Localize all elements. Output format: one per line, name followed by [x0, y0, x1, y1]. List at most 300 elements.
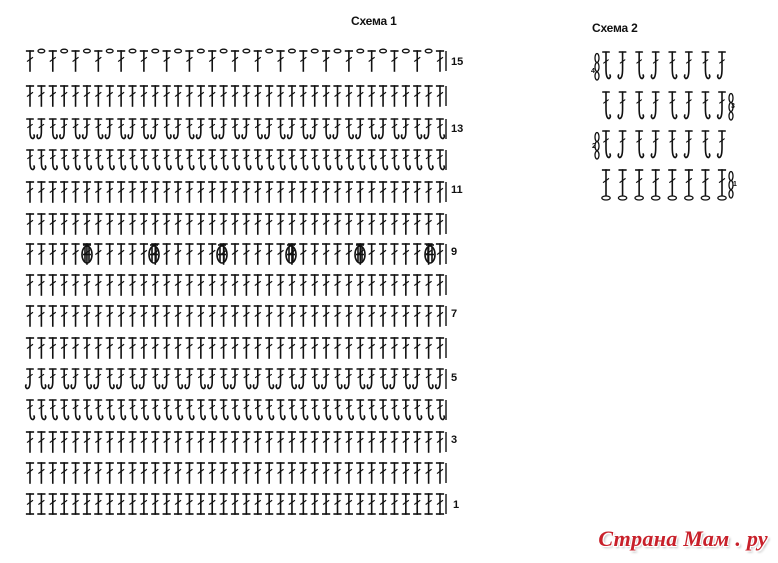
dc-stitch	[300, 86, 307, 106]
scheme2-row-label-2: 2	[592, 143, 596, 150]
post-stitch	[141, 119, 149, 139]
post-stitch	[356, 119, 364, 139]
post-stitch	[61, 150, 69, 170]
post-stitch	[107, 369, 115, 389]
dc-stitch	[403, 494, 410, 514]
dc-stitch	[368, 432, 375, 452]
post-stitch	[243, 400, 251, 420]
dc-stitch	[311, 275, 318, 295]
dc-stitch	[118, 214, 125, 234]
post-stitch	[437, 400, 445, 420]
dc-stitch	[232, 214, 239, 234]
dc-stitch	[266, 463, 273, 483]
dc-stitch	[220, 86, 227, 106]
post-stitch	[27, 400, 35, 420]
dc-stitch	[84, 275, 91, 295]
dc-stitch	[49, 463, 56, 483]
post-stitch	[277, 400, 285, 420]
post-stitch	[669, 131, 677, 158]
dc-stitch	[49, 86, 56, 106]
dc-stitch	[243, 275, 250, 295]
dc-stitch	[289, 494, 296, 514]
dc-stitch	[61, 306, 68, 326]
post-stitch	[414, 119, 422, 139]
dc-stitch	[300, 432, 307, 452]
scheme-2-row-labels	[591, 68, 737, 188]
dc-stitch	[220, 182, 227, 202]
dc-stitch	[391, 306, 398, 326]
dc-stitch	[152, 214, 159, 234]
dc-stitch	[686, 170, 693, 195]
post-stitch	[312, 369, 320, 389]
post-stitch	[368, 400, 376, 420]
dc-stitch	[198, 306, 205, 326]
dc-stitch	[702, 170, 709, 195]
dc-stitch	[277, 182, 284, 202]
row-label-13: 13	[451, 123, 464, 135]
dc-stitch	[391, 494, 398, 514]
post-stitch	[380, 369, 388, 389]
dc-stitch	[243, 214, 250, 234]
dc-stitch	[403, 86, 410, 106]
post-stitch	[618, 52, 626, 79]
post-stitch	[437, 150, 445, 170]
dc-stitch	[254, 214, 261, 234]
dc-stitch	[266, 494, 273, 514]
dc-stitch	[61, 338, 68, 358]
dc-stitch	[368, 244, 375, 264]
dc-stitch	[95, 182, 102, 202]
dc-stitch	[61, 494, 68, 514]
dc-stitch	[391, 463, 398, 483]
dc-stitch	[425, 306, 432, 326]
dc-stitch	[323, 275, 330, 295]
dc-stitch	[277, 86, 284, 106]
dc-stitch	[380, 86, 387, 106]
dc-stitch	[403, 432, 410, 452]
dc-stitch	[38, 182, 45, 202]
dc-stitch	[254, 463, 261, 483]
post-stitch	[651, 131, 659, 158]
post-stitch	[118, 400, 126, 420]
dc-stitch	[141, 244, 148, 264]
dc-stitch	[38, 244, 45, 264]
dc-stitch	[106, 244, 113, 264]
dc-stitch	[300, 214, 307, 234]
dc-stitch	[209, 463, 216, 483]
dc-stitch	[311, 432, 318, 452]
row-label-9: 9	[451, 246, 458, 258]
post-stitch	[379, 119, 387, 139]
dc-stitch	[334, 86, 341, 106]
dc-stitch	[163, 494, 170, 514]
dc-stitch	[346, 182, 353, 202]
dc-stitch	[300, 51, 307, 71]
post-stitch	[685, 52, 693, 79]
dc-stitch	[61, 244, 68, 264]
post-stitch	[128, 119, 136, 139]
dc-stitch	[61, 182, 68, 202]
post-stitch	[702, 131, 710, 158]
scheme1-row-11	[27, 182, 444, 202]
post-stitch	[425, 150, 433, 170]
post-stitch	[289, 400, 297, 420]
dc-stitch	[198, 244, 205, 264]
dc-stitch	[175, 463, 182, 483]
dc-stitch	[437, 432, 444, 452]
dc-stitch	[414, 51, 421, 71]
post-stitch	[163, 400, 171, 420]
dc-stitch	[72, 86, 79, 106]
dc-stitch	[277, 338, 284, 358]
post-stitch	[391, 150, 399, 170]
post-stitch	[346, 400, 354, 420]
dc-stitch	[414, 338, 421, 358]
post-stitch	[231, 369, 239, 389]
dc-stitch	[346, 306, 353, 326]
post-stitch	[196, 119, 204, 139]
dc-stitch	[198, 275, 205, 295]
post-stitch	[72, 400, 80, 420]
dc-stitch	[323, 306, 330, 326]
chain-stitch	[718, 196, 726, 200]
post-stitch	[266, 400, 274, 420]
dc-stitch	[209, 86, 216, 106]
row-label-1: 1	[453, 499, 460, 511]
post-stitch	[141, 400, 149, 420]
dc-stitch	[323, 182, 330, 202]
post-stitch	[288, 119, 296, 139]
dc-stitch	[152, 86, 159, 106]
dc-stitch	[163, 463, 170, 483]
dc-stitch	[334, 182, 341, 202]
post-stitch	[368, 150, 376, 170]
dc-stitch	[27, 463, 34, 483]
post-stitch	[50, 400, 58, 420]
post-stitch	[48, 369, 56, 389]
post-stitch	[242, 119, 250, 139]
dc-stitch	[300, 494, 307, 514]
chain-stitch	[289, 49, 296, 53]
post-stitch	[243, 369, 251, 389]
dc-stitch	[243, 432, 250, 452]
row-label-15: 15	[451, 56, 464, 68]
dc-stitch	[323, 214, 330, 234]
dc-stitch	[323, 51, 330, 71]
dc-stitch	[403, 182, 410, 202]
post-stitch	[718, 92, 726, 119]
dc-stitch	[437, 494, 444, 514]
post-stitch	[151, 119, 159, 139]
dc-stitch	[186, 86, 193, 106]
post-stitch	[391, 119, 399, 139]
post-stitch	[27, 119, 35, 139]
post-stitch	[198, 400, 206, 420]
dc-stitch	[186, 494, 193, 514]
dc-stitch	[311, 494, 318, 514]
post-stitch	[425, 369, 433, 389]
dc-stitch	[266, 182, 273, 202]
dc-stitch	[437, 86, 444, 106]
dc-stitch	[141, 214, 148, 234]
post-stitch	[718, 52, 726, 79]
post-stitch	[243, 150, 251, 170]
dc-stitch	[106, 494, 113, 514]
dc-stitch	[380, 306, 387, 326]
dc-stitch	[254, 494, 261, 514]
post-stitch	[95, 119, 103, 139]
dc-stitch	[129, 494, 136, 514]
post-stitch	[209, 119, 217, 139]
scheme2-row-1	[602, 170, 733, 200]
post-stitch	[72, 119, 80, 139]
post-stitch	[84, 400, 92, 420]
dc-stitch	[334, 494, 341, 514]
dc-stitch	[209, 51, 216, 71]
dc-stitch	[368, 275, 375, 295]
dc-stitch	[141, 338, 148, 358]
dc-stitch	[129, 86, 136, 106]
dc-stitch	[289, 86, 296, 106]
dc-stitch	[289, 463, 296, 483]
dc-stitch	[232, 463, 239, 483]
dc-stitch	[49, 494, 56, 514]
post-stitch	[220, 369, 228, 389]
chain-stitch	[106, 49, 113, 53]
dc-stitch	[84, 306, 91, 326]
dc-stitch	[403, 214, 410, 234]
dc-stitch	[323, 463, 330, 483]
dc-stitch	[106, 432, 113, 452]
dc-stitch	[106, 182, 113, 202]
chain-stitch	[635, 196, 643, 200]
dc-stitch	[380, 275, 387, 295]
dc-stitch	[152, 275, 159, 295]
post-stitch	[71, 369, 79, 389]
dc-stitch	[72, 51, 79, 71]
post-stitch	[401, 119, 409, 139]
dc-stitch	[175, 275, 182, 295]
dc-stitch	[72, 306, 79, 326]
post-stitch	[413, 369, 421, 389]
dc-stitch	[49, 244, 56, 264]
dc-stitch	[380, 432, 387, 452]
post-stitch	[107, 400, 115, 420]
chain-stitch	[425, 49, 432, 53]
dc-stitch	[198, 463, 205, 483]
scheme2-row-label-1: 1	[733, 181, 737, 188]
post-stitch	[300, 150, 308, 170]
post-stitch	[312, 150, 320, 170]
post-stitch	[414, 150, 422, 170]
watermark-logo: Страна Мам . ру	[598, 526, 768, 551]
post-stitch	[390, 369, 398, 389]
post-stitch	[277, 119, 285, 139]
scheme1-row-3	[27, 432, 444, 452]
dc-stitch	[209, 306, 216, 326]
post-stitch	[84, 369, 92, 389]
chain-stitch	[266, 49, 273, 53]
dc-stitch	[289, 306, 296, 326]
post-stitch	[174, 119, 182, 139]
row-label-5: 5	[451, 372, 458, 384]
post-stitch	[162, 369, 170, 389]
post-stitch	[38, 400, 46, 420]
dc-stitch	[38, 463, 45, 483]
post-stitch	[651, 52, 659, 79]
post-stitch	[425, 400, 433, 420]
dc-stitch	[243, 182, 250, 202]
dc-stitch	[334, 244, 341, 264]
dc-stitch	[129, 432, 136, 452]
dc-stitch	[72, 244, 79, 264]
dc-stitch	[49, 214, 56, 234]
post-stitch	[618, 92, 626, 119]
post-stitch	[232, 400, 240, 420]
post-stitch	[437, 119, 445, 139]
dc-stitch	[84, 494, 91, 514]
dc-stitch	[95, 432, 102, 452]
dc-stitch	[129, 338, 136, 358]
dc-stitch	[277, 432, 284, 452]
dc-stitch	[277, 275, 284, 295]
row-label-7: 7	[451, 308, 458, 320]
post-stitch	[118, 150, 126, 170]
dc-stitch	[95, 275, 102, 295]
post-stitch	[152, 400, 160, 420]
dc-stitch	[106, 275, 113, 295]
puff-stitch	[286, 245, 296, 263]
dc-stitch	[346, 244, 353, 264]
dc-stitch	[311, 182, 318, 202]
scheme2-row-4	[595, 52, 725, 80]
post-stitch	[220, 150, 228, 170]
dc-stitch	[368, 338, 375, 358]
post-stitch	[185, 369, 193, 389]
post-stitch	[651, 92, 659, 119]
dc-stitch	[129, 463, 136, 483]
scheme2-row-2	[595, 131, 725, 159]
dc-stitch	[186, 338, 193, 358]
dc-stitch	[186, 432, 193, 452]
dc-stitch	[266, 338, 273, 358]
chain-stitch	[38, 49, 45, 53]
dc-stitch	[368, 182, 375, 202]
dc-stitch	[84, 182, 91, 202]
post-stitch	[636, 92, 644, 119]
post-stitch	[357, 400, 365, 420]
dc-stitch	[311, 463, 318, 483]
dc-stitch	[95, 86, 102, 106]
post-stitch	[669, 92, 677, 119]
dc-stitch	[38, 275, 45, 295]
dc-stitch	[72, 214, 79, 234]
dc-stitch	[232, 494, 239, 514]
dc-stitch	[243, 244, 250, 264]
dc-stitch	[175, 432, 182, 452]
dc-stitch	[27, 494, 34, 514]
dc-stitch	[141, 86, 148, 106]
scheme1-row-7	[27, 306, 444, 326]
dc-stitch	[391, 182, 398, 202]
post-stitch	[299, 369, 307, 389]
dc-stitch	[141, 432, 148, 452]
dc-stitch	[175, 182, 182, 202]
post-stitch	[152, 150, 160, 170]
post-stitch	[334, 400, 342, 420]
dc-stitch	[357, 86, 364, 106]
post-stitch	[357, 150, 365, 170]
dc-stitch	[414, 463, 421, 483]
dc-stitch	[232, 51, 239, 71]
scheme2-row-label-4: 4	[591, 68, 595, 75]
post-stitch	[346, 119, 354, 139]
dc-stitch	[243, 306, 250, 326]
dc-stitch	[220, 306, 227, 326]
dc-stitch	[209, 494, 216, 514]
dc-stitch	[414, 275, 421, 295]
dc-stitch	[254, 244, 261, 264]
dc-stitch	[38, 86, 45, 106]
dc-stitch	[95, 338, 102, 358]
chain-stitch	[402, 49, 409, 53]
post-stitch	[26, 369, 34, 389]
post-stitch	[685, 131, 693, 158]
dc-stitch	[198, 338, 205, 358]
dc-stitch	[95, 463, 102, 483]
scheme1-row-9	[27, 244, 444, 264]
dc-stitch	[95, 306, 102, 326]
dc-stitch	[323, 86, 330, 106]
post-stitch	[129, 150, 137, 170]
chain-stitch	[311, 49, 318, 53]
post-stitch	[424, 119, 432, 139]
scheme2-row-label-3: 3	[731, 103, 735, 110]
dc-stitch	[300, 306, 307, 326]
dc-stitch	[289, 182, 296, 202]
post-stitch	[333, 119, 341, 139]
scheme-2-chart	[595, 52, 733, 200]
dc-stitch	[61, 463, 68, 483]
post-stitch	[129, 400, 137, 420]
dc-stitch	[49, 432, 56, 452]
dc-stitch	[403, 244, 410, 264]
chain-stitch	[334, 49, 341, 53]
post-stitch	[209, 150, 217, 170]
dc-stitch	[106, 86, 113, 106]
dc-stitch	[243, 494, 250, 514]
dc-stitch	[38, 494, 45, 514]
dc-stitch	[163, 306, 170, 326]
dc-stitch	[129, 182, 136, 202]
scheme1-row-5	[26, 369, 444, 389]
chain-stitch	[380, 49, 387, 53]
dc-stitch	[346, 51, 353, 71]
dc-stitch	[346, 494, 353, 514]
dc-stitch	[357, 275, 364, 295]
dc-stitch	[61, 275, 68, 295]
dc-stitch	[334, 432, 341, 452]
post-stitch	[38, 369, 46, 389]
dc-stitch	[357, 432, 364, 452]
dc-stitch	[220, 494, 227, 514]
dc-stitch	[636, 170, 643, 195]
row-label-11: 11	[451, 184, 463, 196]
dc-stitch	[152, 306, 159, 326]
post-stitch	[368, 119, 376, 139]
dc-stitch	[175, 86, 182, 106]
dc-stitch	[669, 170, 676, 195]
